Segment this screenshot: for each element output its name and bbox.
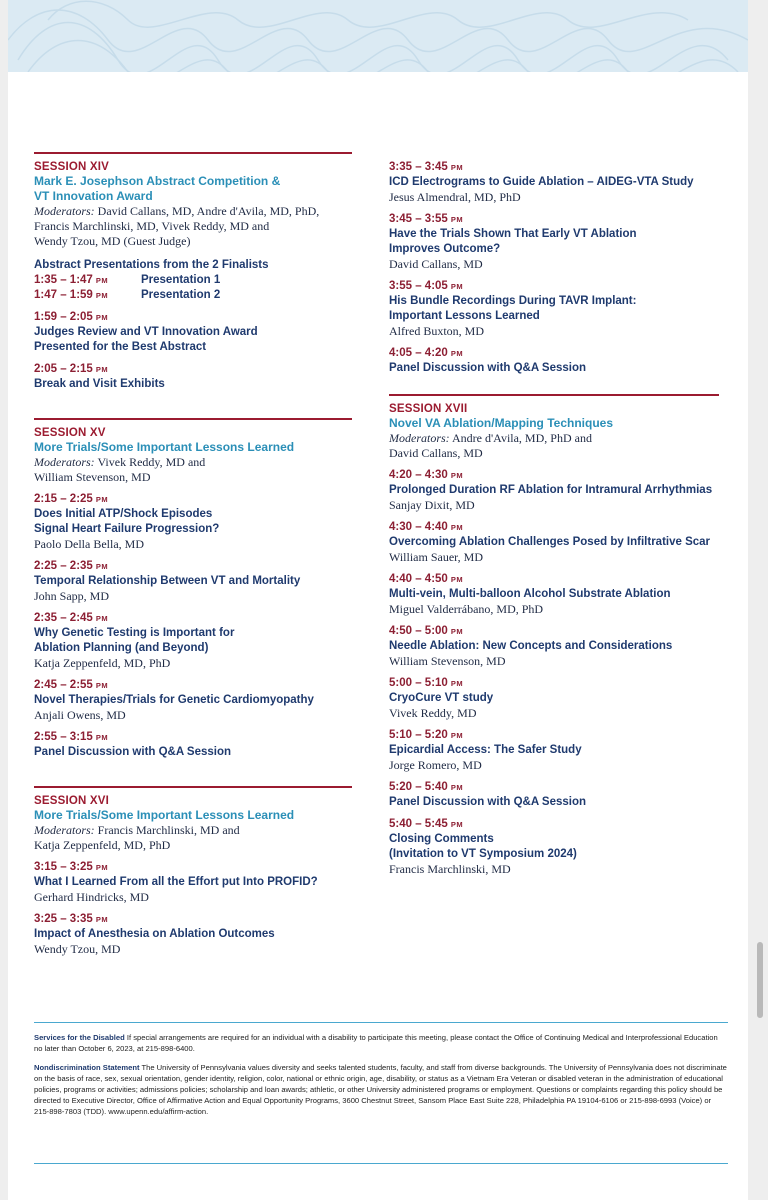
talk-title-line2: Important Lessons Learned	[389, 310, 540, 322]
talk-title-line2: Ablation Planning (and Beyond)	[34, 642, 209, 654]
time-slot: 4:30 – 4:40	[389, 521, 448, 533]
speaker-name: Alfred Buxton, MD	[389, 324, 484, 338]
nondiscrimination-statement	[34, 1062, 728, 1117]
talk-title: Does Initial ATP/Shock Episodes	[34, 508, 213, 520]
moderators-line2: Katja Zeppenfeld, MD, PhD	[34, 838, 171, 852]
presentation-row: 1:35 – 1:47 PM Presentation 1	[34, 274, 221, 286]
agenda-item: 4:05 – 4:20 PM Panel Discussion with Q&A Session	[389, 346, 719, 376]
time-slot: 2:25 – 2:35	[34, 560, 93, 572]
moderators-line2: Francis Marchlinski, MD, Vivek Reddy, MD and	[34, 219, 270, 233]
speaker-name: William Stevenson, MD	[389, 654, 506, 668]
talk-title: Overcoming Ablation Challenges Posed by Infiltrative Scar	[389, 536, 711, 548]
session-divider	[34, 418, 352, 420]
agenda-item: 2:25 – 2:35 PM Temporal Relationship Between VT and Mortality John Sapp, MD	[34, 559, 352, 604]
agenda-item: 3:25 – 3:35 PM Impact of Anesthesia on Ablation Outcomes Wendy Tzou, MD	[34, 912, 352, 957]
time-slot: 1:59 – 2:05	[34, 311, 93, 323]
footer	[34, 1022, 728, 1117]
talk-title: ICD Electrograms to Guide Ablation – AIDEG-VTA Study	[389, 176, 694, 188]
session-xvi	[34, 786, 352, 957]
presentation-title: Presentation 2	[141, 289, 221, 301]
agenda-item: 2:15 – 2:25 PM Does Initial ATP/Shock Episodes Signal Heart Failure Progression? Paolo Della Bella, MD	[34, 492, 352, 552]
time-slot: 3:25 – 3:35	[34, 913, 93, 925]
talk-title: Epicardial Access: The Safer Study	[389, 744, 582, 756]
session-title: Mark E. Josephson Abstract Competition &	[34, 174, 281, 188]
right-column	[389, 152, 719, 877]
left-column	[34, 152, 352, 957]
talk-title: Multi-vein, Multi-balloon Alcohol Substrate Ablation	[389, 588, 671, 600]
session-xvi-continued	[389, 160, 719, 376]
moderators-line2: David Callans, MD	[389, 446, 483, 460]
talk-title: Prolonged Duration RF Ablation for Intramural Arrhythmias	[389, 484, 713, 496]
agenda-item: 5:20 – 5:40 PM Panel Discussion with Q&A Session	[389, 780, 719, 810]
agenda-item: 3:15 – 3:25 PM What I Learned From all the Effort put Into PROFID? Gerhard Hindricks, MD	[34, 860, 352, 905]
time-slot: 3:45 – 3:55	[389, 213, 448, 225]
presentation-title: Presentation 1	[141, 274, 221, 286]
talk-title-line2: Signal Heart Failure Progression?	[34, 523, 220, 535]
session-label: SESSION XVI	[34, 795, 110, 807]
services-text: If special arrangements are required for an individual with a disability to participate this meeting, please contact the Office of Continuing Medical and Interprofessional Education no later than October 6, 2023, at 215-898-6400.	[34, 1033, 718, 1053]
talk-title: Panel Discussion with Q&A Session	[389, 796, 587, 808]
agenda-item: 4:20 – 4:30 PM Prolonged Duration RF Ablation for Intramural Arrhythmias Sanjay Dixit, MD	[389, 468, 719, 513]
time-slot: 4:20 – 4:30	[389, 469, 448, 481]
time-slot: 3:55 – 4:05	[389, 280, 448, 292]
moderators: Moderators: David Callans, MD, Andre d'Avila, MD, PhD,	[34, 204, 320, 218]
time-slot: 4:50 – 5:00	[389, 625, 448, 637]
time-slot: 1:35 – 1:47	[34, 274, 93, 286]
speaker-name: Vivek Reddy, MD	[389, 706, 477, 720]
time-slot: 2:55 – 3:15	[34, 731, 93, 743]
time-slot: 5:40 – 5:45	[389, 818, 448, 830]
decorative-header-banner	[8, 0, 748, 72]
moderators: Moderators: Vivek Reddy, MD and	[34, 455, 206, 469]
abstract-presentations-heading: Abstract Presentations from the 2 Finalists	[34, 259, 269, 271]
session-title: Novel VA Ablation/Mapping Techniques	[389, 416, 614, 430]
talk-title: Panel Discussion with Q&A Session	[34, 746, 232, 758]
footer-divider	[34, 1022, 728, 1023]
talk-title: Panel Discussion with Q&A Session	[389, 362, 587, 374]
talk-title: Needle Ablation: New Concepts and Considerations	[389, 640, 673, 652]
speaker-name: Jesus Almendral, MD, PhD	[389, 190, 521, 204]
speaker-name: Paolo Della Bella, MD	[34, 537, 144, 551]
talk-title: Temporal Relationship Between VT and Mortality	[34, 575, 301, 587]
nondiscrimination-heading: Nondiscrimination Statement	[34, 1063, 140, 1072]
speaker-name: John Sapp, MD	[34, 589, 110, 603]
time-slot: 5:20 – 5:40	[389, 781, 448, 793]
session-title: More Trials/Some Important Lessons Learned	[34, 808, 295, 822]
speaker-name: Francis Marchlinski, MD	[389, 862, 511, 876]
speaker-name: Sanjay Dixit, MD	[389, 498, 475, 512]
talk-title: His Bundle Recordings During TAVR Implant:	[389, 295, 637, 307]
agenda-item: 2:05 – 2:15 PM Break and Visit Exhibits	[34, 362, 352, 392]
time-slot: 2:35 – 2:45	[34, 612, 93, 624]
time-slot: 4:05 – 4:20	[389, 347, 448, 359]
session-xv	[34, 418, 352, 760]
session-xvii	[389, 394, 719, 877]
agenda-item: 4:30 – 4:40 PM Overcoming Ablation Challenges Posed by Infiltrative Scar William Sauer, MD	[389, 520, 719, 565]
talk-title-line2: Improves Outcome?	[389, 243, 501, 255]
agenda-item: 5:10 – 5:20 PM Epicardial Access: The Safer Study Jorge Romero, MD	[389, 728, 719, 773]
moderators: Moderators: Francis Marchlinski, MD and	[34, 823, 240, 837]
footer-bottom-divider	[34, 1163, 728, 1164]
session-title: More Trials/Some Important Lessons Learned	[34, 440, 295, 454]
talk-title: Have the Trials Shown That Early VT Ablation	[389, 228, 637, 240]
agenda-item: 2:55 – 3:15 PM Panel Discussion with Q&A Session	[34, 730, 352, 760]
time-slot: 2:15 – 2:25	[34, 493, 93, 505]
nondiscrimination-text: The University of Pennsylvania values diversity and seeks talented students, faculty, and staff from diverse backgrounds. The University of Pennsylvania does not discriminate on the basis of race, sex, sexual orientation, gender identity, religion, color, national or ethnic origin, age, disability, or status as a Vietnam Era Veteran or disabled veteran in the administration of educational policies, programs or activities; admissions policies; scholarship and loan awards; athletic, or other University administered programs or employment. Questions or complaints regarding this policy should be directed to Executive Director, Office of Affirmative Action and Equal Opportunity Programs, 3600 Chestnut Street, Sansom Place East Suite 228, Philadelphia PA 19104-6106 or 215-898-6993 (Voice) or 215-898-7803 (TDD). www.upenn.edu/affirm-action.	[34, 1063, 727, 1116]
talk-title: Break and Visit Exhibits	[34, 378, 165, 390]
agenda-item: 5:40 – 5:45 PM Closing Comments (Invitation to VT Symposium 2024) Francis Marchlinski, MD	[389, 817, 719, 877]
session-divider	[34, 152, 352, 154]
session-divider	[389, 394, 719, 396]
agenda-item: 1:59 – 2:05 PM Judges Review and VT Innovation Award Presented for the Best Abstract	[34, 310, 352, 355]
speaker-name: Anjali Owens, MD	[34, 708, 126, 722]
banner-wave-pattern	[8, 0, 748, 72]
session-label: SESSION XV	[34, 427, 106, 439]
scrollbar-thumb[interactable]	[757, 942, 763, 1018]
services-heading: Services for the Disabled	[34, 1033, 125, 1042]
speaker-name: Miguel Valderrábano, MD, PhD	[389, 602, 544, 616]
speaker-name: Wendy Tzou, MD	[34, 942, 121, 956]
agenda-item: 3:35 – 3:45 PM ICD Electrograms to Guide Ablation – AIDEG-VTA Study Jesus Almendral, MD, PhD	[389, 160, 719, 205]
talk-title: CryoCure VT study	[389, 692, 494, 704]
agenda-item: 2:45 – 2:55 PM Novel Therapies/Trials for Genetic Cardiomyopathy Anjali Owens, MD	[34, 678, 352, 723]
talk-title: Novel Therapies/Trials for Genetic Cardiomyopathy	[34, 694, 314, 706]
talk-title: Judges Review and VT Innovation Award	[34, 326, 258, 338]
time-slot: 5:10 – 5:20	[389, 729, 448, 741]
agenda-item: 4:50 – 5:00 PM Needle Ablation: New Concepts and Considerations William Stevenson, MD	[389, 624, 719, 669]
time-slot: 1:47 – 1:59	[34, 289, 93, 301]
moderators-line2: William Stevenson, MD	[34, 470, 151, 484]
session-xiv	[34, 152, 352, 392]
talk-title-line2: Presented for the Best Abstract	[34, 341, 207, 353]
talk-title: Impact of Anesthesia on Ablation Outcomes	[34, 928, 275, 940]
talk-title: What I Learned From all the Effort put Into PROFID?	[34, 876, 318, 888]
talk-title-line2: (Invitation to VT Symposium 2024)	[389, 848, 577, 860]
speaker-name: Katja Zeppenfeld, MD, PhD	[34, 656, 171, 670]
time-slot: 3:35 – 3:45	[389, 161, 448, 173]
speaker-name: William Sauer, MD	[389, 550, 484, 564]
time-slot: 2:45 – 2:55	[34, 679, 93, 691]
agenda-item: 3:55 – 4:05 PM His Bundle Recordings During TAVR Implant: Important Lessons Learned Alfred Buxton, MD	[389, 279, 719, 339]
time-slot: 3:15 – 3:25	[34, 861, 93, 873]
session-title-line2: VT Innovation Award	[34, 189, 153, 203]
speaker-name: Jorge Romero, MD	[389, 758, 482, 772]
talk-title: Closing Comments	[389, 833, 494, 845]
program-page	[8, 0, 748, 1200]
moderators-line3: Wendy Tzou, MD (Guest Judge)	[34, 234, 191, 248]
speaker-name: David Callans, MD	[389, 257, 483, 271]
presentation-row: 1:47 – 1:59 PM Presentation 2	[34, 289, 221, 301]
session-label: SESSION XVII	[389, 403, 468, 415]
time-slot: 4:40 – 4:50	[389, 573, 448, 585]
speaker-name: Gerhard Hindricks, MD	[34, 890, 149, 904]
session-label: SESSION XIV	[34, 161, 110, 173]
talk-title: Why Genetic Testing is Important for	[34, 627, 235, 639]
time-slot: 2:05 – 2:15	[34, 363, 93, 375]
agenda-item: 3:45 – 3:55 PM Have the Trials Shown That Early VT Ablation Improves Outcome? David Callans, MD	[389, 212, 719, 272]
services-for-disabled	[34, 1032, 728, 1054]
session-divider	[34, 786, 352, 788]
agenda-item: 5:00 – 5:10 PM CryoCure VT study Vivek Reddy, MD	[389, 676, 719, 721]
moderators: Moderators: Andre d'Avila, MD, PhD and	[389, 431, 592, 445]
time-slot: 5:00 – 5:10	[389, 677, 448, 689]
agenda-item: 4:40 – 4:50 PM Multi-vein, Multi-balloon Alcohol Substrate Ablation Miguel Valderrábano, MD, PhD	[389, 572, 719, 617]
agenda-item: 2:35 – 2:45 PM Why Genetic Testing is Important for Ablation Planning (and Beyond) Katja Zeppenfeld, MD, PhD	[34, 611, 352, 671]
